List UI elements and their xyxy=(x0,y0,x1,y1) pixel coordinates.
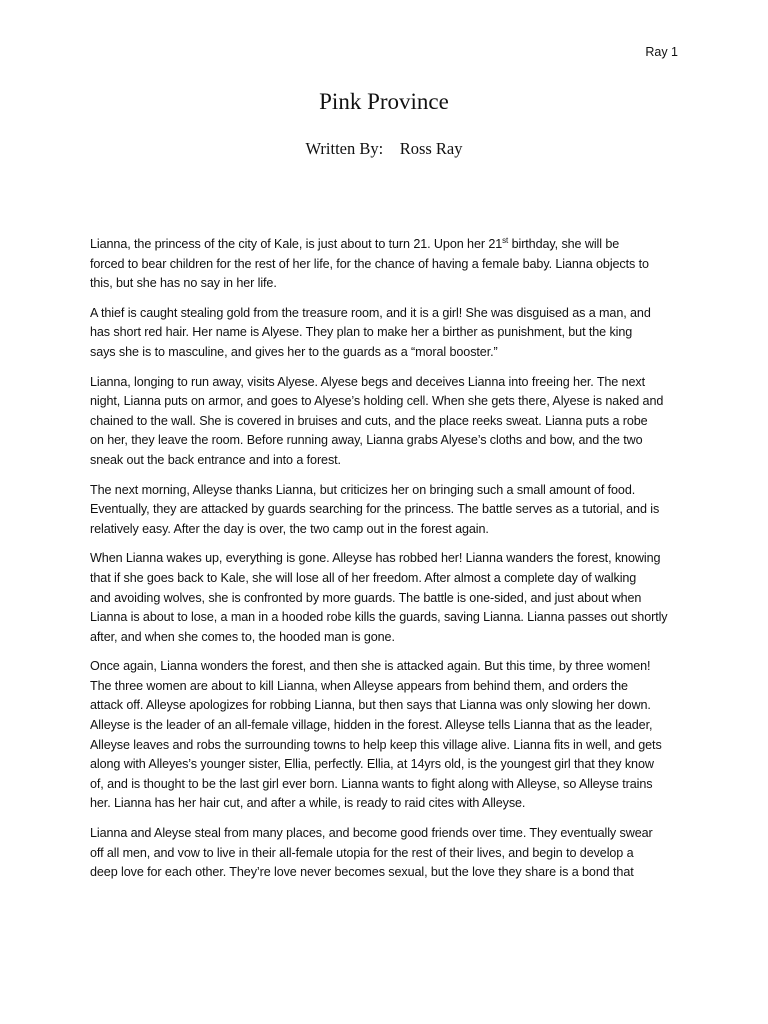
text-segment: A thief is caught stealing gold from the treasure room, and it is a girl! She was disguised as a man, and xyxy=(90,305,651,320)
paragraph xyxy=(90,824,680,883)
text-segment: Lianna is about to lose, a man in a hooded robe kills the guards, saving Lianna. Lianna passes out shortly xyxy=(90,610,668,625)
text-line xyxy=(90,274,680,294)
text-segment: birthday, she will be xyxy=(508,237,620,251)
text-line xyxy=(90,343,680,363)
text-line xyxy=(90,696,680,716)
text-segment: that if she goes back to Kale, she will lose all of her freedom. After almost a complete day of walking xyxy=(90,570,637,585)
text-segment: The next morning, Alleyse thanks Lianna, but criticizes her on bringing such a small amount of food. xyxy=(90,482,636,497)
text-segment: Lianna, the princess of the city of Kale, is just about to turn 21. Upon her 21 xyxy=(90,237,503,251)
text-line xyxy=(90,716,680,736)
text-line xyxy=(90,392,680,412)
document-body xyxy=(90,235,680,893)
text-segment: The three women are about to kill Lianna, when Alleyse appears from behind them, and orders the xyxy=(90,678,628,693)
text-line xyxy=(90,255,680,275)
document-title: Pink Province xyxy=(319,89,449,114)
text-segment: off all men, and vow to live in their all-female utopia for the rest of their lives, and begin to develop a xyxy=(90,845,634,860)
superscript: st xyxy=(502,235,509,245)
text-line xyxy=(90,755,680,775)
text-line xyxy=(90,863,680,883)
text-segment: after, and when she comes to, the hooded man is gone. xyxy=(90,629,395,644)
text-segment: and avoiding wolves, she is confronted by more guards. The battle is one-sided, and just about when xyxy=(90,590,642,605)
text-line xyxy=(90,323,680,343)
text-segment: forced to bear children for the rest of her life, for the chance of having a female baby. Lianna objects to xyxy=(90,256,649,271)
text-segment: When Lianna wakes up, everything is gone. Alleyse has robbed her! Lianna wanders the forest, knowing xyxy=(90,551,661,566)
text-segment: Lianna, longing to run away, visits Alyese. Alyese begs and deceives Lianna into freeing her. The next xyxy=(90,374,646,389)
text-line xyxy=(90,451,680,471)
text-segment: her. Lianna has her hair cut, and after a while, is ready to raid cites with Alleyse. xyxy=(90,796,526,811)
text-line xyxy=(90,235,680,255)
text-line xyxy=(90,844,680,864)
text-line xyxy=(90,824,680,844)
text-segment: Lianna and Aleyse steal from many places, and become good friends over time. They eventually swear xyxy=(90,826,653,841)
text-line xyxy=(90,431,680,451)
text-segment: deep love for each other. They’re love never becomes sexual, but the love they share is a bond that xyxy=(90,865,634,880)
text-line xyxy=(90,775,680,795)
text-line xyxy=(90,628,680,648)
text-line xyxy=(90,412,680,432)
text-segment: on her, they leave the room. Before running away, Lianna grabs Alyese’s cloths and bow, and the two xyxy=(90,433,643,448)
text-segment: this, but she has no say in her life. xyxy=(90,276,277,291)
text-line xyxy=(90,481,680,501)
text-line xyxy=(90,373,680,393)
text-segment: sneak out the back entrance and into a forest. xyxy=(90,452,341,467)
paragraph xyxy=(90,657,680,814)
text-segment: attack off. Alleyse apologizes for robbing Lianna, but then says that Lianna was only slowing her down. xyxy=(90,698,651,713)
paragraph xyxy=(90,304,680,363)
text-segment: along with Alleyes’s younger sister, Ellia, perfectly. Ellia, at 14yrs old, is the youngest girl that they know xyxy=(90,757,654,772)
text-segment: has short red hair. Her name is Alyese. They plan to make her a birther as punishment, but the king xyxy=(90,325,633,340)
text-segment: relatively easy. After the day is over, the two camp out in the forest again. xyxy=(90,521,489,536)
page-header-label: Ray 1 xyxy=(645,45,678,59)
text-segment: night, Lianna puts on armor, and goes to Alyese’s holding cell. When she gets there, Alyese is naked and xyxy=(90,394,664,409)
text-segment: says she is to masculine, and gives her to the guards as a “moral booster.” xyxy=(90,344,498,359)
paragraph xyxy=(90,549,680,647)
text-line xyxy=(90,794,680,814)
document-byline: Written By: Ross Ray xyxy=(305,139,463,158)
paragraph xyxy=(90,481,680,540)
text-line xyxy=(90,677,680,697)
text-line xyxy=(90,304,680,324)
text-line xyxy=(90,657,680,677)
text-line xyxy=(90,549,680,569)
text-line xyxy=(90,569,680,589)
text-line xyxy=(90,608,680,628)
text-segment: Once again, Lianna wonders the forest, and then she is attacked again. But this time, by three women! xyxy=(90,659,651,674)
text-segment: Alleyse leaves and robs the surrounding towns to help keep this village alive. Lianna fits in well, and gets xyxy=(90,737,662,752)
paragraph xyxy=(90,373,680,471)
text-line xyxy=(90,589,680,609)
text-segment: Alleyse is the leader of an all-female village, hidden in the forest. Alleyse tells Lianna that as the leader, xyxy=(90,718,653,733)
text-line xyxy=(90,520,680,540)
text-line xyxy=(90,500,680,520)
text-line xyxy=(90,736,680,756)
paragraph xyxy=(90,235,680,294)
text-segment: chained to the wall. She is covered in bruises and cuts, and the place reeks sweat. Lianna puts a robe xyxy=(90,413,648,428)
text-segment: of, and is thought to be the last girl ever born. Lianna wants to fight along with Alleyse, so Alleyse trains xyxy=(90,776,653,791)
text-segment: Eventually, they are attacked by guards searching for the princess. The battle serves as a tutorial, and is xyxy=(90,502,660,517)
